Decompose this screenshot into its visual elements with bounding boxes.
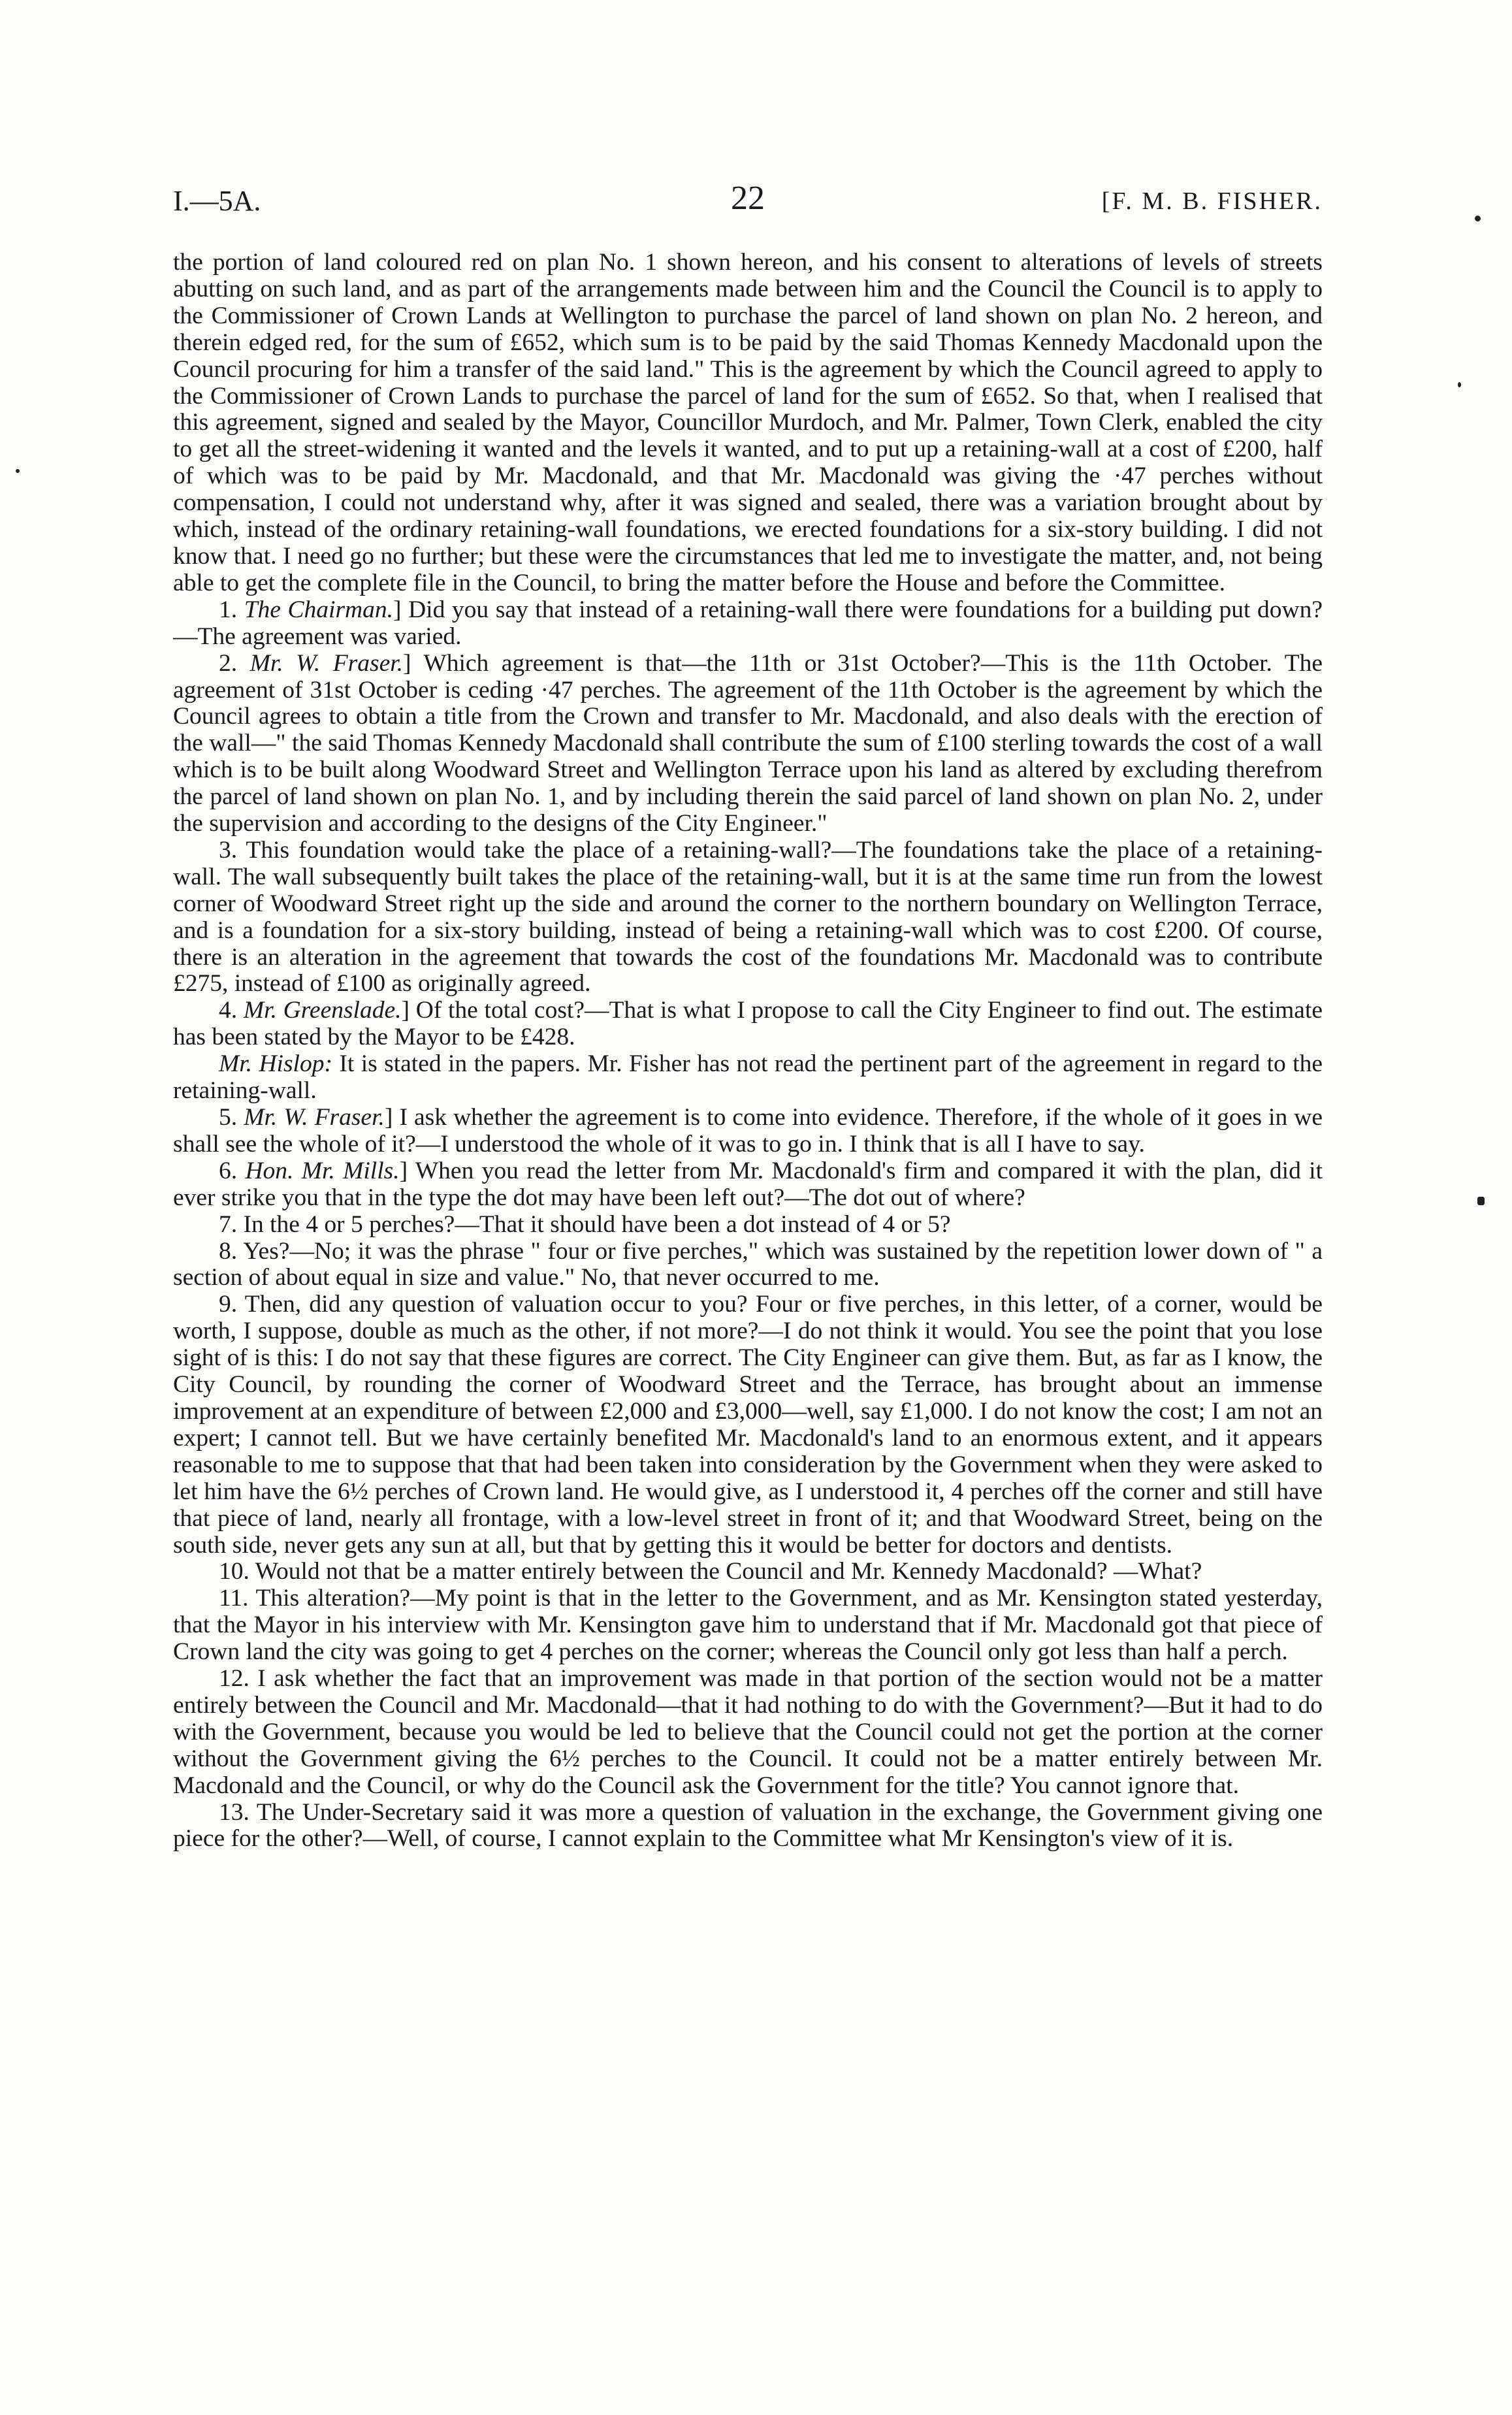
question-1	[173, 597, 1323, 651]
witness-name: [F. M. B. FISHER.	[1101, 187, 1323, 215]
question-number: 8.	[219, 1237, 244, 1265]
question-13	[173, 1800, 1323, 1853]
question-text: Yes?—No; it was the phrase " four or five perches," which was sustained by the repetition lower down of " a section of about equal in size and value." No, that never occurred to me.	[173, 1237, 1323, 1291]
question-text: ] Did you say that instead of a retaining-wall there were foundations for a building put down?—The agreement was varied.	[173, 596, 1323, 650]
question-3	[173, 837, 1323, 997]
question-6	[173, 1158, 1323, 1212]
question-text: This foundation would take the place of a retaining-wall?—The foundations take the place of a retaining-wall. The wall subsequently built takes the place of the retaining-wall, but it is at the same time run from the lowest corner of Woodward Street right up the side and around the corner to the northern boundary on Wellington Terrace, and is a foundation for a six-story building, instead of being a retaining-wall which was to cost £200. Of course, there is an alteration in the agreement that towards the cost of the foundations Mr. Macdonald was to contribute £275, instead of £100 as originally agreed.	[173, 836, 1323, 997]
question-10	[173, 1559, 1323, 1585]
question-text: This alteration?—My point is that in the letter to the Government, and as Mr. Kensington stated yesterday, that the Mayor in his interview with Mr. Kensington gave him to understand that if Mr. Macdonald got that piece of Crown land the city was going to get 4 perches on the corner; whereas the Council only got less than half a perch.	[173, 1585, 1323, 1666]
question-text: Then, did any question of valuation occur to you? Four or five perches, in this letter, of a corner, would be worth, I suppose, double as much as the other, if not more?—I do not think it would. You see the point that you lose sight of is this: I do not say that these figures are correct. The City Engineer can give them. But, as far as I know, the City Council, by rounding the corner of Woodward Street and the Terrace, has brought about an immense improvement at an expenditure of between £2,000 and £3,000—well, say £1,000. I do not know the cost; I am not an expert; I cannot tell. But we have certainly benefited Mr. Macdonald's land to an enormous extent, and it appears reasonable to me to suppose that that had been taken into consideration by the Government when they were asked to let him have the 6½ perches of Crown land. He would give, as I understood it, 4 perches off the corner and still have that piece of land, nearly all frontage, with a low-level street in front of it; and that Woodward Street, being on the south side, never gets any sun at all, but that by getting this it would be better for doctors and dentists.	[173, 1291, 1323, 1559]
question-text: ] Which agreement is that—the 11th or 31st October?—This is the 11th October. The agreement of 31st October is ceding ·47 perches. The agreement of the 11th October is the agreement by which the Council agrees to obtain a title from the Crown and transfer to Mr. Macdonald, and also deals with the erection of the wall—" the said Thomas Kennedy Macdonald shall contribute the sum of £100 sterling towards the cost of a wall which is to be built along Woodward Street and Wellington Terrace upon his land as altered by excluding therefrom the parcel of land shown on plan No. 1, and by including therein the said parcel of land shown on plan No. 2, under the supervision and according to the designs of the City Engineer."	[173, 649, 1323, 837]
question-text: ] I ask whether the agreement is to come into evidence. Therefore, if the whole of it goes in we shall see the whole of it?—I understood the whole of it was to go in. I think that is all I have to say.	[173, 1104, 1323, 1158]
scan-speck	[1475, 216, 1481, 221]
question-number: 3.	[219, 836, 246, 864]
speaker-name: Mr. Hislop:	[219, 1050, 332, 1078]
scan-speck	[16, 469, 20, 473]
speaker-name: Mr. Greenslade.	[243, 997, 402, 1024]
question-2	[173, 651, 1323, 837]
question-11	[173, 1585, 1323, 1666]
evidence-text	[173, 250, 1323, 1853]
speaker-name: The Chairman.	[244, 596, 394, 623]
question-number: 4.	[219, 997, 244, 1024]
speaker-name: Hon. Mr. Mills.	[245, 1157, 400, 1184]
question-number: 11.	[219, 1585, 256, 1612]
speaker-name: Mr. W. Fraser.	[244, 1104, 385, 1131]
question-text: Would not that be a matter entirely between the Council and Mr. Kennedy Macdonald? —What?	[255, 1558, 1202, 1585]
scan-speck	[1458, 382, 1461, 387]
speaker-name: Mr. W. Fraser.	[249, 649, 404, 677]
page-number: 22	[731, 180, 765, 217]
question-text: ] When you read the letter from Mr. Macdonald's firm and compared it with the plan, did it ever strike you that in the type the dot may have been left out?—The dot out of where?	[173, 1157, 1323, 1211]
question-number: 10.	[219, 1558, 255, 1585]
question-5	[173, 1105, 1323, 1158]
question-12	[173, 1666, 1323, 1800]
question-number: 13.	[219, 1798, 257, 1826]
question-number: 5.	[219, 1104, 244, 1131]
question-number: 12.	[219, 1665, 258, 1693]
question-number: 9.	[219, 1291, 245, 1318]
interjection-text: It is stated in the papers. Mr. Fisher has not read the pertinent part of the agreement in regard to the retaining-wall.	[173, 1050, 1323, 1105]
paper-reference: I.—5A.	[173, 185, 261, 217]
question-text: The Under-Secretary said it was more a question of valuation in the exchange, the Government giving one piece for the other?—Well, of course, I cannot explain to the Committee what Mr Kensington's view of it is.	[173, 1798, 1323, 1853]
interjection-hislop	[173, 1051, 1323, 1105]
question-number: 2.	[219, 649, 250, 677]
paragraph-continuation: the portion of land coloured red on plan No. 1 shown hereon, and his consent to alterations of levels of streets abutting on such land, and as part of the arrangements made between him and the Council the Council is to apply to the Commissioner of Crown Lands at Wellington to purchase the parcel of land shown on plan No. 2 hereon, and therein edged red, for the sum of £652, which sum is to be paid by the said Thomas Kennedy Macdonald upon the Council procuring for him a transfer of the said land." This is the agreement by which the Council agreed to apply to the Commissioner of Crown Lands to purchase the parcel of land for the sum of £652. So that, when I realised that this agreement, signed and sealed by the Mayor, Councillor Murdoch, and Mr. Palmer, Town Clerk, enabled the city to get all the street-widening it wanted and the levels it wanted, and to put up a retaining-wall at a cost of £200, half of which was to be paid by Mr. Macdonald, and that Mr. Macdonald was giving the ·47 perches without compensation, I could not understand why, after it was signed and sealed, there was a variation brought about by which, instead of the ordinary retaining-wall foundations, we erected foundations for a six-story building. I did not know that. I need go no further; but these were the circumstances that led me to investigate the matter, and, not being able to get the complete file in the Council, to bring the matter before the House and before the Committee.	[173, 249, 1323, 596]
page-header	[173, 182, 1323, 221]
question-number: 1.	[219, 596, 244, 623]
question-text: I ask whether the fact that an improvement was made in that portion of the section would not be a matter entirely between the Council and Mr. Macdonald—that it had nothing to do with the Government?—But it had to do with the Government, because you would be led to believe that the Council could not get the portion at the corner without the Government giving the 6½ perches to the Council. It could not be a matter entirely between Mr. Macdonald and the Council, or why do the Council ask the Government for the title? You cannot ignore that.	[173, 1665, 1323, 1799]
question-number: 6.	[219, 1157, 246, 1184]
question-8	[173, 1239, 1323, 1292]
scan-speck	[1477, 1197, 1485, 1205]
question-text: In the 4 or 5 perches?—That it should have been a dot instead of 4 or 5?	[243, 1210, 951, 1238]
question-number: 7.	[219, 1210, 244, 1238]
question-9	[173, 1291, 1323, 1559]
question-text: ] Of the total cost?—That is what I propose to call the City Engineer to find out. The estimate has been stated by the Mayor to be £428.	[173, 997, 1323, 1051]
question-4	[173, 997, 1323, 1051]
question-7	[173, 1212, 1323, 1239]
